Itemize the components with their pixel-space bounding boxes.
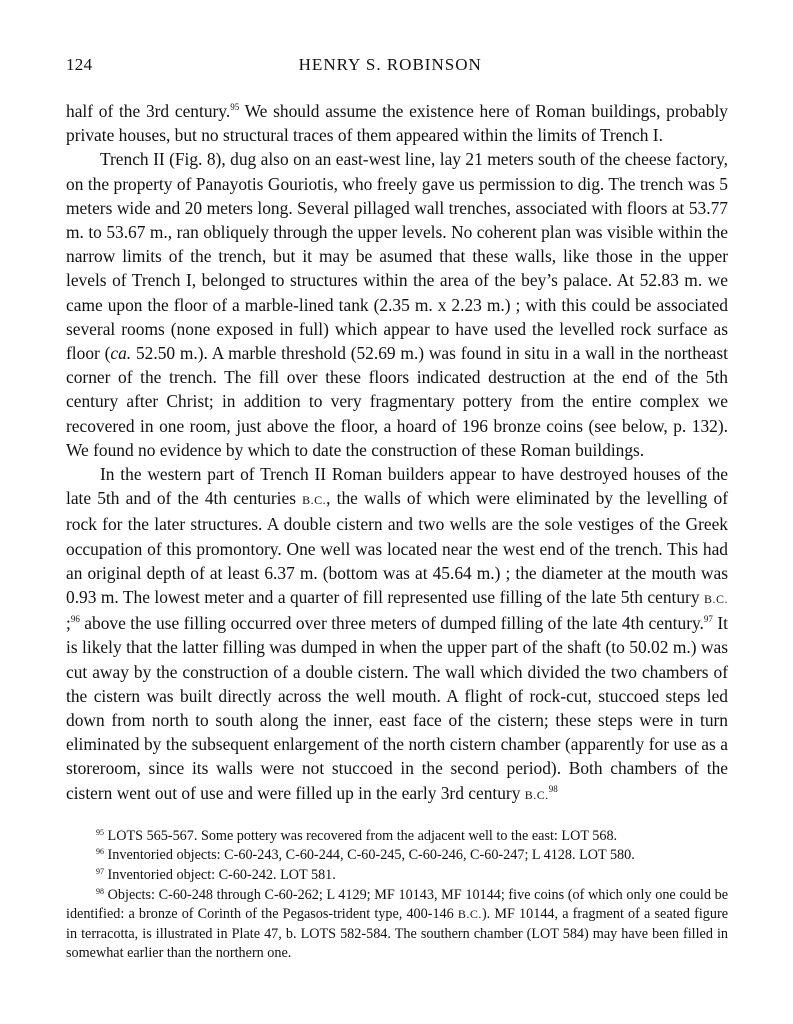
page-number: 124 (66, 55, 93, 74)
page (66, 55, 728, 964)
footnote (66, 866, 728, 886)
footnote-ref: 96 (96, 847, 104, 857)
footnote-ref: 95 (230, 102, 240, 112)
footnote-ref: 98 (548, 783, 558, 794)
footnote-ref: 96 (70, 614, 80, 625)
small-caps-text: B.C. (302, 493, 327, 508)
text-run: Inventoried object: C-60-242. LOT 581. (104, 867, 336, 884)
footnote (66, 886, 728, 964)
text-run: Inventoried objects: C-60-243, C-60-244, C-60-245, C-60-246, C-60-247; L 4128. LOT 580. (104, 847, 635, 864)
paragraph (66, 462, 728, 807)
text-run: Objects: C-60-248 through C-60-262; L 4129; MF 10143, MF 10144; five coins (of which only one could be identified: a bronze of Corinth of the Pegasos-trident type, 400-146 (66, 886, 728, 923)
italic-text: ca. (110, 343, 132, 364)
text-run: It is likely that the latter filling was dumped in when the upper part of the shaft (to 50.02 m.) was cut away by the construction of a double cistern. The wall which divided the two chambers of the cistern was built directly across the well mouth. A flight of rock-cut, stuccoed steps led down from north to south along the inner, east face of the cistern; these steps were in turn eliminated by the subsequent enlargement of the north cistern chamber (apparently for use as a storeroom, since its walls were not stuccoed in the second period). Both chambers of the cistern went out of use and were filled up in the early 3rd century (66, 613, 728, 803)
text-run: In the western part of Trench II Roman builders appear to have destroyed houses of the late 5th and of the 4th centuries (66, 464, 728, 509)
text-run: above the use filling occurred over three meters of dumped filling of the late 4th century. (79, 613, 704, 634)
text-run: LOTS 565-567. Some pottery was recovered from the adjacent well to the east: LOT 568. (104, 827, 618, 844)
text-run: We should assume the existence here of Roman buildings, probably private houses, but no structural traces of them appeared within the limits of Trench I. (66, 101, 728, 146)
running-title: HENRY S. ROBINSON (298, 55, 482, 74)
footnote-ref: 98 (96, 886, 104, 896)
small-caps-text: B.C. (457, 907, 482, 922)
text-run: 52.50 m.). A marble threshold (52.69 m.) was found in situ in a wall in the northeast corner of the trench. The fill over these floors indicated destruction at the end of the 5th century after Christ; in addition to very fragmentary pottery from the entire complex we recovered in one room, just above the floor, a hoard of 196 bronze coins (see below, p. 132). We found no evidence by which to date the construction of these Roman buildings. (66, 343, 728, 460)
paragraph (66, 147, 728, 462)
body-text (66, 99, 728, 807)
text-run: half of the 3rd century. (66, 101, 231, 121)
paragraph (66, 99, 728, 147)
small-caps-text: B.C. (524, 787, 549, 802)
running-header (66, 55, 728, 79)
footnote (66, 827, 728, 847)
text-run: , the walls of which were eliminated by the levelling of rock for the later structures. A double cistern and two wells are the sole vestiges of the Greek occupation of this promontory. One well was located near the west end of the trench. This had an original depth of at least 6.37 m. (bottom was at 45.64 m.) ; the diameter at the mouth was 0.93 m. The lowest meter and a quarter of fill represented use filling of the late 5th century (66, 488, 728, 608)
footnote-ref: 97 (96, 867, 104, 877)
footnote (66, 846, 728, 866)
footnote-ref: 97 (703, 614, 713, 625)
text-run: Trench II (Fig. 8), dug also on an east-west line, lay 21 meters south of the cheese factory, on the property of Panayotis Gouriotis, who freely gave us permission to dig. The trench was 5 meters wide and 20 meters long. Several pillaged wall trenches, associated with floors at 53.77 m. to 53.67 m., ran obliquely through the upper levels. No coherent plan was visible within the narrow limits of the trench, but it may be asumed that these walls, like those in the upper levels of Trench I, belonged to structures within the area of the bey’s palace. At 52.83 m. we came upon the floor of a marble-lined tank (2.35 m. x 2.23 m.) ; with this could be associated several rooms (none exposed in full) which appear to have used the levelled rock surface as floor ( (66, 149, 728, 364)
text-run: ; (66, 613, 71, 634)
footnotes (66, 827, 728, 964)
footnote-ref: 95 (96, 827, 104, 837)
text-run: ). MF 10144, a fragment of a seated figure in terracotta, is illustrated in Plate 47, b. LOTS 582-584. The southern chamber (LOT 584) may have been filled in somewhat earlier than the northern one. (66, 906, 728, 962)
small-caps-text: B.C. (703, 592, 728, 607)
